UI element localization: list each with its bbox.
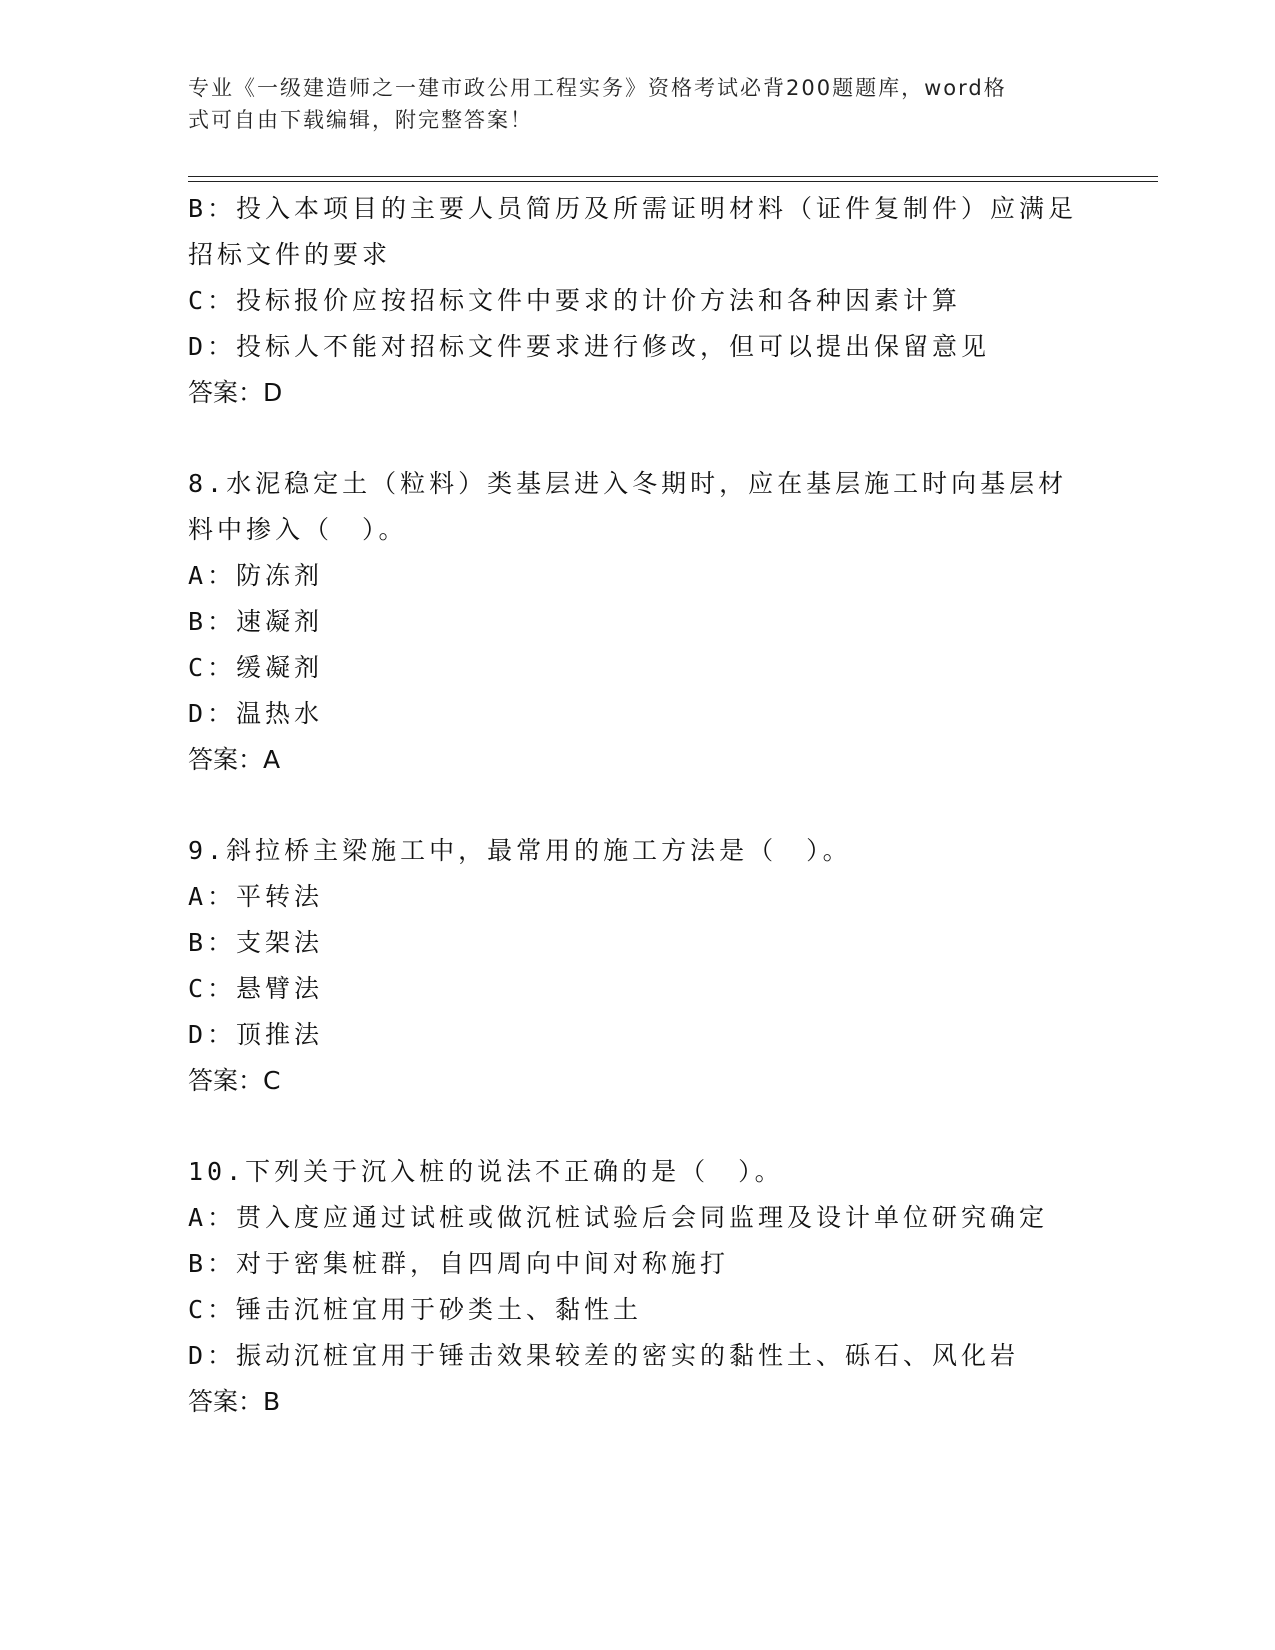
option-c: C：缓凝剂 (188, 653, 324, 682)
option-a: A：贯入度应通过试桩或做沉桩试验后会同监理及设计单位研究确定 (188, 1203, 1049, 1232)
option-b-line-2: 招标文件的要求 (188, 240, 392, 269)
answer: 答案：A (188, 745, 281, 774)
question-stem-line-2: 料中掺入（ ）。 (188, 515, 408, 544)
option-b: B：支架法 (188, 928, 324, 957)
question-stem: 9.斜拉桥主梁施工中，最常用的施工方法是（ ）。 (188, 836, 852, 865)
option-d: D：振动沉桩宜用于锤击效果较差的密实的黏性土、砾石、风化岩 (188, 1341, 1020, 1370)
question-block-7 (188, 186, 1088, 416)
option-c: C：悬臂法 (188, 974, 324, 1003)
option-d: D：顶推法 (188, 1020, 324, 1049)
option-c: C：投标报价应按招标文件中要求的计价方法和各种因素计算 (188, 286, 962, 315)
option-b: B：速凝剂 (188, 607, 324, 636)
question-stem: 10.下列关于沉入桩的说法不正确的是（ ）。 (188, 1157, 784, 1186)
answer: 答案：C (188, 1066, 281, 1095)
option-b-line-1: B：投入本项目的主要人员简历及所需证明材料（证件复制件）应满足 (188, 194, 1078, 223)
option-a: A：平转法 (188, 882, 324, 911)
header-line-1: 专业《一级建造师之一建市政公用工程实务》资格考试必背200题题库，word格 (188, 76, 1007, 100)
question-block-8 (188, 461, 1088, 783)
option-c: C：锤击沉桩宜用于砂类土、黏性土 (188, 1295, 643, 1324)
question-block-9 (188, 828, 1088, 1104)
question-list (188, 186, 1088, 1425)
header-line-2: 式可自由下载编辑，附完整答案！ (188, 108, 533, 132)
spacer (188, 783, 1088, 828)
option-d: D：温热水 (188, 699, 324, 728)
option-b: B：对于密集桩群，自四周向中间对称施打 (188, 1249, 730, 1278)
document-header (188, 72, 1088, 136)
header-divider (188, 176, 1158, 182)
question-stem-line-1: 8.水泥稳定土（粒料）类基层进入冬期时，应在基层施工时向基层材 (188, 469, 1068, 498)
option-d: D：投标人不能对招标文件要求进行修改，但可以提出保留意见 (188, 332, 991, 361)
spacer (188, 1104, 1088, 1149)
option-a: A：防冻剂 (188, 561, 324, 590)
answer: 答案：B (188, 1387, 281, 1416)
question-block-10 (188, 1149, 1088, 1425)
spacer (188, 416, 1088, 461)
answer: 答案：D (188, 378, 283, 407)
